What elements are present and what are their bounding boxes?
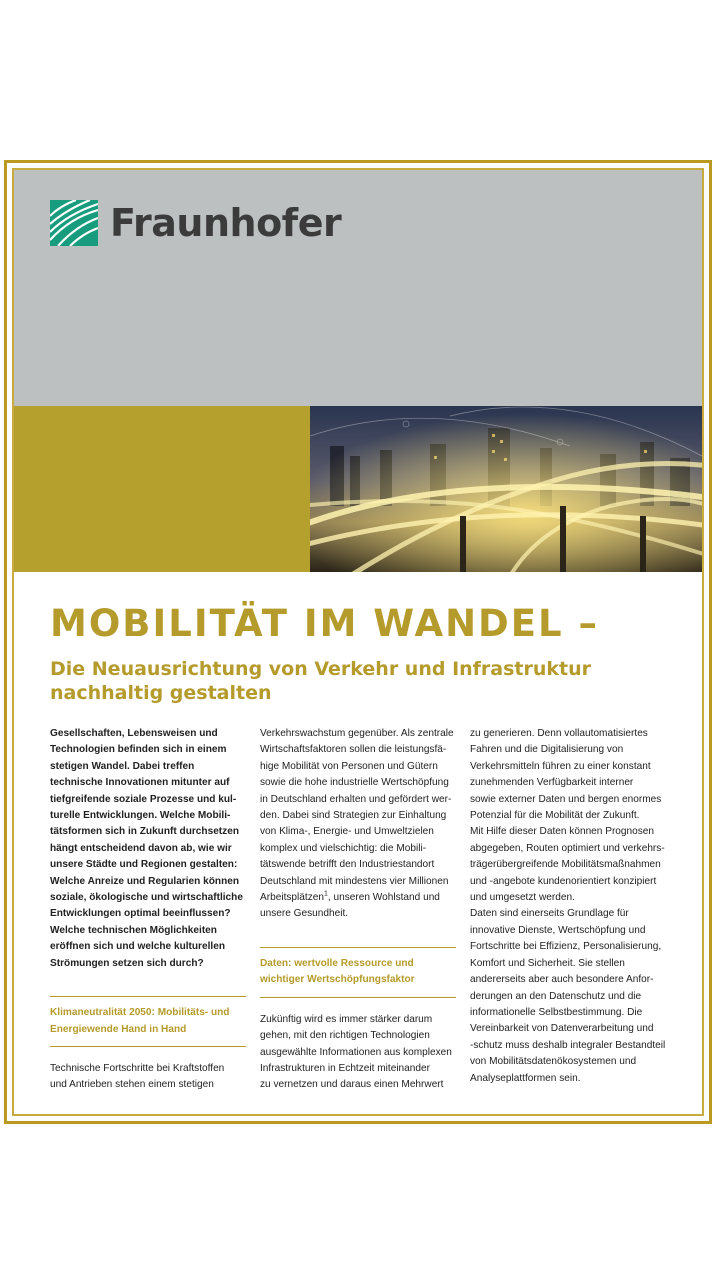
fraunhofer-logo [50,200,341,246]
body-paragraph [260,726,456,923]
document-page [12,168,704,1116]
column-3 [470,726,666,1087]
section-heading-klimaneutralitaet: Klimaneutralität 2050: Mobilitäts- und Energiewende Hand in Hand [50,996,246,1047]
subtitle: Die Neuausrichtung von Verkehr und Infrastruktur nachhaltig gestalten [50,658,592,704]
body-text: , unseren Wohlstand und unsere Gesundheit. [260,892,440,920]
highway-photo-illustration [310,406,702,572]
body-paragraph: Technische Fortschritte bei Kraftstoffen und Antrieben stehen einem stetigen [50,1062,225,1091]
body-paragraph: Daten sind einerseits Grundlage für innovative Dienste, Wertschöpfung und Fortschritte bei Effizienz, Personalisierung, Komfort und Sicherheit. Sie stellen andererseits aber auch besondere Anfor- derungen an den Datenschutz und die informationelle Selbstbestimmung. Die Vereinbarkeit von Datenverarbeitung und -schutz muss deshalb integraler Bestandteil von Mobilitätsdatenökosystemen und Analyseplattformen sein. [470,908,666,1084]
fraunhofer-logo-icon [50,200,98,246]
gold-accent-band [14,406,310,572]
title-block [50,602,682,705]
header-band [14,170,702,406]
article-columns [50,726,682,1096]
intro-paragraph: Gesellschaften, Lebensweisen und Technologien befinden sich in einem stetigen Wandel. Dabei treffen technische Innovationen mitunter auf tiefgreifende soziale Prozesse und kul- turelle Entwicklungen. Welche Mobili- tätsformen sich in Zukunft durchsetzen hängt entscheidend davon ab, wie wir unsere Städte und Regionen gestalten: Welche Anreize und Regularien können soziale, ökologische und wirtschaftliche Entwicklungen optimal beeinflussen? Welche technischen Möglichkeiten eröffnen sich und welche kulturellen Strömungen setzen sich durch? [50,728,243,969]
section-heading-daten: Daten: wertvolle Ressource und wichtiger Wertschöpfungsfaktor [260,947,456,998]
document-page-frame [4,160,712,1124]
column-1 [50,726,246,1094]
column-2 [260,726,456,1094]
footnote-marker: 1 [323,890,328,898]
body-text: Verkehrswachstum gegenüber. Als zentrale Wirtschaftsfaktoren sollen die leistungsfä- hige Mobilität von Personen und Gütern sowie die hohe industrielle Wertschöpfung in Deutschland erhalten und gefördert wer- den. Dabei sind Strategien zur Einhaltung von Klima-, Energie- und Umweltzielen komplex und vielschichtig: die Mobili- tätswende betrifft den Industriestandort Deutschland mit mindestens vier Millionen Arbeitsplätzen [260,728,454,904]
city-highway-night-photo [310,406,702,572]
main-title: MOBILITÄT IM WANDEL – [50,602,599,645]
brand-name: Fraunhofer [110,201,342,245]
body-paragraph: zu generieren. Denn vollautomatisiertes Fahren und die Digitalisierung von Verkehrsmitteln führen zu einer konstant zunehmenden Verfügbarkeit interner sowie externer Daten und bergen enormes Potenzial für die Mobilität der Zukunft. Mit Hilfe dieser Daten können Prognosen abgegeben, Routen optimiert und verkehrs- trägerübergreifende Mobilitätsmaßnahmen und -angebote kundenorientiert konzipiert und umgesetzt werden. [470,728,665,904]
body-paragraph: Zukünftig wird es immer stärker darum gehen, mit den richtigen Technologien ausgewählte Informationen aus komplexen Infrastrukturen in Echtzeit miteinander zu vernetzen und daraus einen Mehrwert [260,1013,452,1091]
